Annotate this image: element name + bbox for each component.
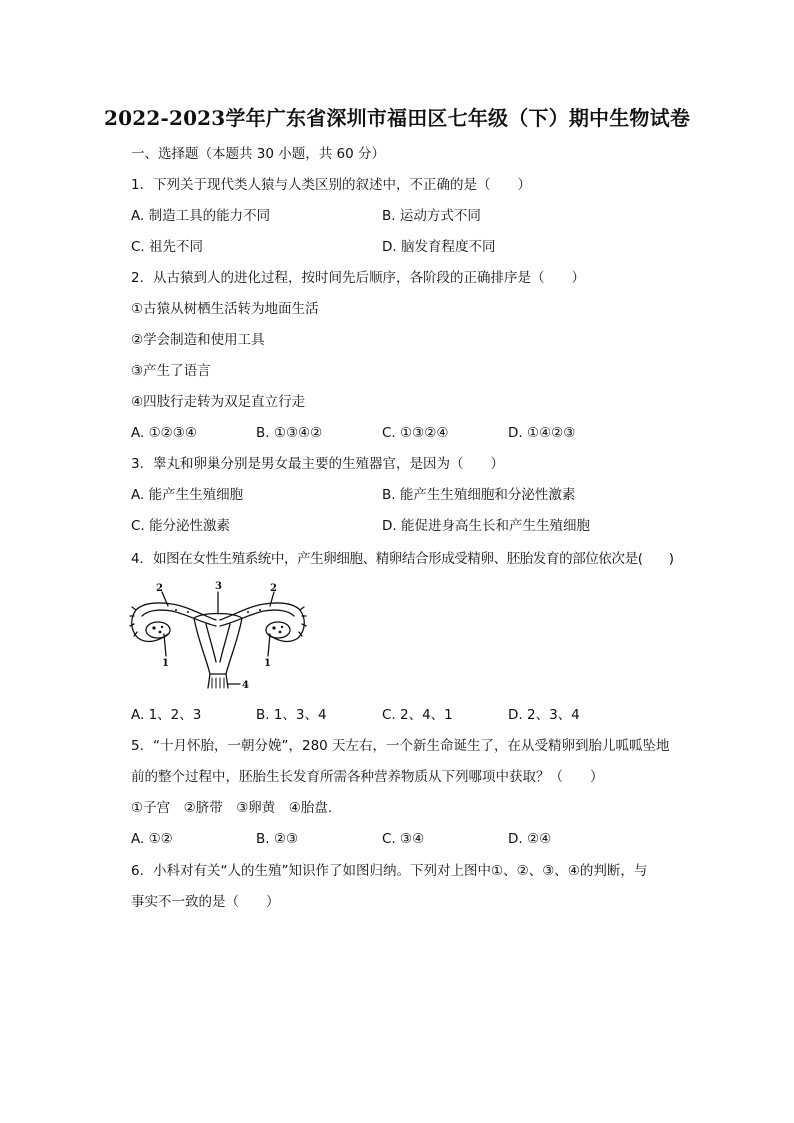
female-reproductive-system-diagram	[128, 578, 308, 694]
diagram-label: 3	[215, 581, 222, 592]
diagram-label: 1	[264, 658, 271, 669]
option-c: C. 2、4、1	[382, 707, 453, 723]
statement-item: ③产生了语言	[131, 363, 211, 379]
question-stem: “十月怀胎，一朝分娩”，280 天左右，一个新生命诞生了，在从受精卵到胎儿呱呱坠地	[153, 738, 670, 754]
page-title: 2022-2023学年广东省深圳市福田区七年级（下）期中生物试卷	[103, 106, 691, 130]
diagram-label: 1	[162, 658, 169, 669]
option-c: C. ③④	[382, 831, 425, 847]
option-d: D. 脑发育程度不同	[382, 239, 496, 255]
option-a: A. ①②	[131, 831, 173, 847]
option-d: D. 能促进身高生长和产生生殖细胞	[382, 518, 590, 534]
question-stem: 睾丸和卵巢分别是男女最主要的生殖器官，是因为（ ）	[153, 456, 504, 472]
question-3	[131, 455, 504, 473]
question-number: 4.	[131, 551, 144, 567]
statement-item: ④四肢行走转为双足直立行走	[131, 394, 306, 410]
option-a: A. ①②③④	[131, 425, 197, 441]
option-a: A. 1、2、3	[131, 707, 202, 723]
option-c: C. ①③②④	[382, 425, 449, 441]
option-c: C. 能分泌性激素	[131, 518, 231, 534]
option-d: D. ①④②③	[508, 425, 576, 441]
question-stem-continued: 前的整个过程中，胚胎生长发育所需各种营养物质从下列哪项中获取？（ ）	[131, 769, 604, 785]
option-c: C. 祖先不同	[131, 239, 204, 255]
question-number: 5.	[131, 738, 144, 754]
option-b: B. ①③④②	[256, 425, 323, 441]
option-d: D. 2、3、4	[508, 707, 580, 723]
question-number: 3.	[131, 456, 144, 472]
section-heading: 一、选择题（本题共 30 小题，共 60 分）	[131, 146, 386, 162]
question-number: 1.	[131, 177, 144, 193]
statement-items: ①子宫 ②脐带 ③卵黄 ④胎盘.	[131, 800, 333, 816]
question-2	[131, 269, 585, 287]
statement-item: ②学会制造和使用工具	[131, 332, 265, 348]
option-a: A. 制造工具的能力不同	[131, 208, 271, 224]
question-4	[131, 550, 674, 568]
option-b: B. 能产生生殖细胞和分泌性激素	[382, 487, 576, 503]
question-5	[131, 737, 670, 755]
option-a: A. 能产生生殖细胞	[131, 487, 244, 503]
question-6	[131, 862, 647, 880]
question-1	[131, 176, 531, 194]
statement-item: ①古猿从树栖生活转为地面生活	[131, 301, 319, 317]
question-stem: 如图在女性生殖系统中，产生卵细胞、精卵结合形成受精卵、胚胎发育的部位依次是( )	[153, 551, 674, 567]
diagram-label: 2	[156, 583, 163, 594]
option-b: B. 运动方式不同	[382, 208, 481, 224]
diagram-label: 2	[270, 583, 277, 594]
question-stem: 小科对有关“人的生殖”知识作了如图归纳。下列对上图中①、②、③、④的判断，与	[153, 863, 648, 879]
option-b: B. ②③	[256, 831, 299, 847]
question-stem: 从古猿到人的进化过程，按时间先后顺序，各阶段的正确排序是（ ）	[153, 270, 585, 286]
question-number: 6.	[131, 863, 144, 879]
question-stem: 下列关于现代类人猿与人类区别的叙述中，不正确的是（ ）	[153, 177, 531, 193]
question-number: 2.	[131, 270, 144, 286]
question-stem-continued: 事实不一致的是（ ）	[131, 894, 280, 910]
option-d: D. ②④	[508, 831, 552, 847]
diagram-label: 4	[242, 680, 249, 691]
option-b: B. 1、3、4	[256, 707, 327, 723]
